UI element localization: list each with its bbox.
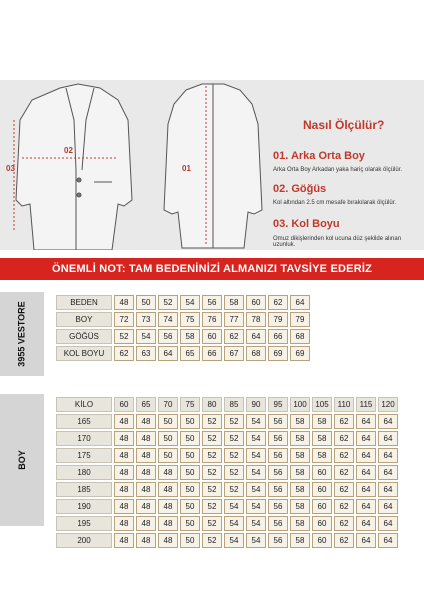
row-label: BEDEN: [56, 295, 112, 310]
label-02: 02: [64, 146, 73, 155]
table-cell: 62: [114, 346, 134, 361]
kilo-header-cell: 65: [136, 397, 156, 412]
table-cell: 58: [312, 448, 332, 463]
table-cell: 60: [312, 516, 332, 531]
table-cell: 50: [158, 448, 178, 463]
table-cell: 79: [268, 312, 288, 327]
row-label: 195: [56, 516, 112, 531]
row-label: BOY: [56, 312, 112, 327]
table-cell: 58: [290, 516, 310, 531]
kilo-header-cell: 105: [312, 397, 332, 412]
table-cell: 52: [202, 482, 222, 497]
table-cell: 62: [334, 414, 354, 429]
table-cell: 48: [114, 431, 134, 446]
table-row: [56, 448, 398, 463]
row-label: GÖĞÜS: [56, 329, 112, 344]
table-cell: 76: [202, 312, 222, 327]
kilo-header-cell: 75: [180, 397, 200, 412]
table-cell: 50: [180, 431, 200, 446]
table-cell: 56: [268, 414, 288, 429]
table-cell: 64: [378, 482, 398, 497]
table-cell: 52: [202, 448, 222, 463]
table-cell: 64: [356, 533, 376, 548]
table-cell: 48: [136, 499, 156, 514]
table-cell: 64: [356, 516, 376, 531]
front-jacket-icon: [16, 84, 132, 250]
table-cell: 64: [356, 465, 376, 480]
table-cell: 72: [114, 312, 134, 327]
table-cell: 52: [224, 482, 244, 497]
table-cell: 48: [158, 482, 178, 497]
table-cell: 50: [136, 295, 156, 310]
table-cell: 78: [246, 312, 266, 327]
table-cell: 50: [180, 533, 200, 548]
row-label: 175: [56, 448, 112, 463]
kilo-header-cell: 60: [114, 397, 134, 412]
measure-2-title: 02. Göğüs: [273, 183, 327, 195]
table-cell: 50: [180, 448, 200, 463]
table-cell: 65: [180, 346, 200, 361]
table-row: [56, 295, 310, 310]
table-cell: 68: [246, 346, 266, 361]
table-cell: 54: [246, 465, 266, 480]
measure-3-desc: Omuz dikişlerinden kol ucuna düz şekilde alınan uzunluk.: [273, 236, 402, 248]
kilo-header-cell: 100: [290, 397, 310, 412]
table-cell: 48: [114, 499, 134, 514]
table-cell: 48: [136, 431, 156, 446]
table-cell: 54: [246, 448, 266, 463]
table-cell: 52: [224, 448, 244, 463]
row-label: 200: [56, 533, 112, 548]
how-to-measure-title: Nasıl Ölçülür?: [303, 118, 385, 132]
table-cell: 58: [290, 431, 310, 446]
table-cell: 58: [224, 295, 244, 310]
table-cell: 50: [180, 516, 200, 531]
table-cell: 62: [334, 499, 354, 514]
vestore-side-label: 3955 VESTORE: [0, 292, 44, 376]
table-cell: 54: [136, 329, 156, 344]
kilo-header-cell: 90: [246, 397, 266, 412]
measure-1-title: 01. Arka Orta Boy: [273, 150, 365, 162]
table-cell: 48: [114, 414, 134, 429]
table-row: [56, 312, 310, 327]
table-cell: 48: [136, 414, 156, 429]
table-cell: 62: [334, 431, 354, 446]
table-cell: 75: [180, 312, 200, 327]
measure-3-title: 03. Kol Boyu: [273, 218, 340, 230]
measure-2-desc: Kol altından 2.5 cm mesafe bırakılarak ölçülür.: [273, 200, 397, 206]
table-cell: 62: [224, 329, 244, 344]
table-cell: 56: [268, 448, 288, 463]
kilo-header-cell: 70: [158, 397, 178, 412]
table-cell: 56: [268, 533, 288, 548]
table-cell: 52: [202, 516, 222, 531]
row-label: 180: [56, 465, 112, 480]
table-cell: 48: [114, 295, 134, 310]
table-cell: 52: [224, 431, 244, 446]
table-cell: 64: [378, 499, 398, 514]
table-cell: 58: [290, 465, 310, 480]
table-cell: 60: [246, 295, 266, 310]
table-cell: 56: [268, 499, 288, 514]
measure-1-desc: Arka Orta Boy Arkadan yaka hariç olarak ölçülür.: [273, 167, 403, 173]
kilo-header-cell: 95: [268, 397, 288, 412]
table-cell: 48: [136, 448, 156, 463]
table-row: [56, 482, 398, 497]
table-cell: 56: [158, 329, 178, 344]
table-cell: 66: [202, 346, 222, 361]
row-label: 165: [56, 414, 112, 429]
table-cell: 77: [224, 312, 244, 327]
table-cell: 48: [158, 465, 178, 480]
table-cell: 64: [378, 431, 398, 446]
table-cell: 64: [378, 516, 398, 531]
row-label: 170: [56, 431, 112, 446]
table-cell: 64: [356, 499, 376, 514]
table-cell: 56: [268, 465, 288, 480]
table-cell: 54: [246, 414, 266, 429]
table-cell: 58: [290, 414, 310, 429]
row-label: 185: [56, 482, 112, 497]
table-cell: 68: [290, 329, 310, 344]
table-cell: 50: [180, 465, 200, 480]
table-cell: 52: [224, 414, 244, 429]
table-cell: 56: [268, 516, 288, 531]
table-cell: 54: [246, 431, 266, 446]
table-cell: 60: [312, 482, 332, 497]
table-cell: 64: [158, 346, 178, 361]
table-cell: 48: [158, 533, 178, 548]
table-cell: 58: [290, 533, 310, 548]
table-cell: 64: [356, 448, 376, 463]
table-cell: 62: [334, 533, 354, 548]
table-cell: 64: [246, 329, 266, 344]
table-cell: 64: [378, 414, 398, 429]
table-cell: 52: [114, 329, 134, 344]
table-cell: 69: [268, 346, 288, 361]
table-cell: 52: [202, 499, 222, 514]
table-cell: 64: [356, 431, 376, 446]
table-cell: 58: [180, 329, 200, 344]
row-label: KOL BOYU: [56, 346, 112, 361]
table-cell: 56: [268, 482, 288, 497]
table-row: [56, 431, 398, 446]
table-cell: 67: [224, 346, 244, 361]
table-cell: 58: [290, 482, 310, 497]
table-cell: 64: [378, 448, 398, 463]
table-cell: 56: [268, 431, 288, 446]
table-cell: 50: [180, 482, 200, 497]
table-row: [56, 414, 398, 429]
label-01: 01: [182, 164, 191, 173]
table-cell: 56: [202, 295, 222, 310]
table-cell: 50: [158, 414, 178, 429]
table-cell: 50: [158, 431, 178, 446]
measurement-illustration: [0, 80, 424, 250]
boy-side-label: BOY: [0, 394, 44, 526]
table-cell: 48: [136, 482, 156, 497]
table-cell: 52: [202, 533, 222, 548]
vestore-size-table: [54, 293, 312, 363]
kilo-header-label: KİLO: [56, 397, 112, 412]
table-cell: 52: [224, 465, 244, 480]
table-cell: 62: [334, 482, 354, 497]
table-cell: 60: [202, 329, 222, 344]
table-row: [56, 465, 398, 480]
table-cell: 52: [202, 465, 222, 480]
table-row: [56, 329, 310, 344]
row-label: 190: [56, 499, 112, 514]
table-cell: 48: [136, 465, 156, 480]
table-cell: 62: [334, 448, 354, 463]
table-cell: 58: [312, 414, 332, 429]
label-03: 03: [6, 164, 15, 173]
table-cell: 60: [312, 465, 332, 480]
table-cell: 48: [158, 499, 178, 514]
table-cell: 52: [202, 431, 222, 446]
table-cell: 54: [246, 533, 266, 548]
back-jacket-icon: [164, 84, 262, 248]
table-cell: 48: [136, 516, 156, 531]
table-cell: 58: [290, 448, 310, 463]
kilo-header-cell: 110: [334, 397, 354, 412]
table-cell: 54: [224, 533, 244, 548]
table-cell: 48: [114, 533, 134, 548]
table-cell: 54: [246, 482, 266, 497]
table-cell: 60: [312, 499, 332, 514]
table-cell: 54: [224, 499, 244, 514]
table-cell: 62: [334, 516, 354, 531]
header-row: [56, 397, 398, 412]
table-cell: 54: [180, 295, 200, 310]
table-cell: 60: [312, 533, 332, 548]
kilo-header-cell: 120: [378, 397, 398, 412]
table-cell: 63: [136, 346, 156, 361]
table-cell: 50: [180, 499, 200, 514]
kilo-header-cell: 115: [356, 397, 376, 412]
kilo-header-cell: 85: [224, 397, 244, 412]
table-cell: 64: [378, 465, 398, 480]
table-row: [56, 346, 310, 361]
table-cell: 62: [268, 295, 288, 310]
table-cell: 48: [114, 465, 134, 480]
table-cell: 54: [224, 516, 244, 531]
table-cell: 50: [180, 414, 200, 429]
table-cell: 58: [312, 431, 332, 446]
table-row: [56, 499, 398, 514]
table-cell: 69: [290, 346, 310, 361]
table-cell: 64: [378, 533, 398, 548]
table-cell: 48: [158, 516, 178, 531]
table-cell: 73: [136, 312, 156, 327]
table-row: [56, 533, 398, 548]
table-cell: 74: [158, 312, 178, 327]
table-cell: 48: [114, 448, 134, 463]
table-cell: 64: [290, 295, 310, 310]
boy-kilo-table: [54, 395, 400, 550]
table-cell: 58: [290, 499, 310, 514]
table-cell: 79: [290, 312, 310, 327]
table-cell: 48: [114, 516, 134, 531]
table-cell: 64: [356, 414, 376, 429]
table-cell: 54: [246, 499, 266, 514]
table-cell: 62: [334, 465, 354, 480]
table-cell: 52: [202, 414, 222, 429]
table-cell: 66: [268, 329, 288, 344]
kilo-header-cell: 80: [202, 397, 222, 412]
notice-banner: ÖNEMLİ NOT: TAM BEDENİNİZİ ALMANIZI TAVSİYE EDERİZ: [0, 258, 424, 280]
jacket-drawings: [0, 80, 424, 250]
table-cell: 54: [246, 516, 266, 531]
table-cell: 64: [356, 482, 376, 497]
table-row: [56, 516, 398, 531]
table-cell: 52: [158, 295, 178, 310]
table-cell: 48: [136, 533, 156, 548]
table-cell: 48: [114, 482, 134, 497]
